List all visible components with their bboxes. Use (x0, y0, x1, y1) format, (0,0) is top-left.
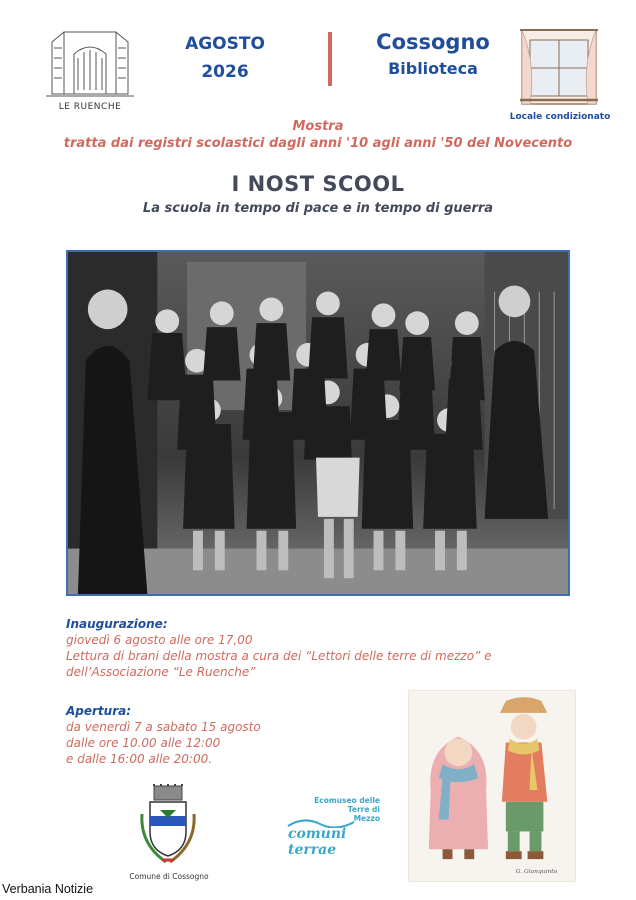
coat-of-arms-icon (136, 784, 200, 868)
inauguration-line: giovedì 6 agosto alle ore 17,00 (66, 633, 253, 647)
event-date (165, 30, 285, 86)
venue-name: Biblioteca (388, 59, 478, 78)
ecomuseo-brand-line: terrae (288, 842, 337, 858)
exhibit-title: I NOST SCOOL (231, 172, 405, 196)
exhibit-label: Mostra (292, 119, 344, 134)
event-year: 2026 (201, 62, 249, 82)
place-name: Cossogno (376, 30, 490, 54)
ecomuseo-line: Terre di (347, 805, 380, 814)
class-photo (66, 250, 570, 596)
ecomuseo-line: Mezzo (353, 814, 380, 823)
ecomuseo-brand-line: comuni (288, 826, 347, 842)
exhibit-subtitle: La scuola in tempo di pace e in tempo di guerra (142, 201, 494, 216)
inauguration-line: dell’Associazione “Le Ruenche” (66, 665, 256, 679)
comune-caption: Comune di Cossogno (129, 872, 209, 881)
header-divider (328, 32, 332, 86)
ecomuseo-line: Ecomuseo delle (314, 796, 380, 805)
children-illustration (408, 690, 576, 882)
source-watermark: Verbania Notizie (2, 882, 94, 896)
ecomuseo-brand (288, 826, 380, 858)
opening-line: dalle ore 10.00 alle 12:00 (66, 736, 221, 750)
event-place (360, 27, 506, 81)
inauguration-section (66, 616, 536, 680)
illustration-signature: G. Gianquinto (515, 868, 558, 875)
window-logo (508, 24, 612, 124)
inauguration-line: Lettura di brani della mostra a cura dei “Lettori delle terre di mezzo” e (66, 649, 492, 663)
le-ruenche-logo-text: LE RUENCHE (58, 102, 122, 112)
air-conditioned-label: Locale condizionato (509, 112, 611, 122)
comune-crest (122, 784, 216, 888)
two-children-drawing (409, 691, 575, 881)
opening-line: da venerdì 7 a sabato 15 agosto (66, 720, 261, 734)
le-ruenche-logo (38, 24, 142, 120)
window-curtain-icon (516, 24, 602, 108)
building-sketch-icon (44, 24, 136, 100)
inauguration-heading: Inaugurazione: (66, 617, 168, 631)
exhibit-description (20, 118, 616, 152)
exhibit-source: tratta dai registri scolastici dagli anni '10 agli anni '50 del Novecento (63, 136, 573, 151)
class-photo-image (68, 252, 568, 594)
ecomuseo-logo (284, 796, 380, 866)
opening-line: e dalle 16:00 alle 20:00. (66, 752, 213, 766)
opening-heading: Apertura: (66, 704, 132, 718)
event-month: AGOSTO (185, 34, 265, 54)
